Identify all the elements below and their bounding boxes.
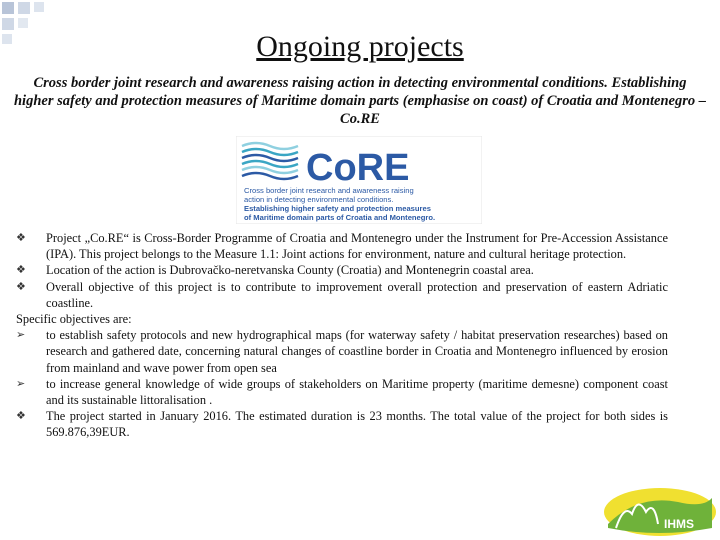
objective-item	[16, 327, 668, 376]
specific-objectives-heading: Specific objectives are:	[16, 312, 132, 327]
ihms-logo	[598, 484, 718, 538]
objective-text: to increase general knowledge of wide groups of stakeholders on Maritime property (maritime demesne) component coast and its sustainable littoralisation .	[46, 376, 668, 408]
logo-tagline-line-1: Cross border joint research and awareness raising	[244, 186, 414, 195]
arrow-bullet-icon: ➢	[16, 329, 26, 342]
arrow-bullet-icon: ➢	[16, 377, 26, 390]
item-text: The project started in January 2016. The estimated duration is 23 months. The total value of the project for both sides is 569.876,39EUR.	[46, 409, 668, 440]
diamond-bullet-icon: ❖	[16, 280, 26, 293]
item-text: Location of the action is Dubrovačko-neretvanska County (Croatia) and Montenegrin coastal area.	[46, 263, 534, 278]
logo-tagline-line-4: of Maritime domain parts of Croatia and Montenegro.	[244, 213, 436, 222]
diamond-bullet-icon: ❖	[16, 410, 26, 423]
project-subtitle: Cross border joint research and awareness raising action in detecting environmental conditions. Establishing higher safety and protection measures of Maritime domain parts (emphasise on coast) of Croatia and Montenegro – Co.RE	[13, 75, 706, 127]
item-text: Overall objective of this project is to contribute to improvement overall protection and preservation of eastern Adriatic coastline.	[46, 279, 668, 310]
ihms-wordmark: IHMS	[664, 517, 694, 531]
objective-text: to establish safety protocols and new hydrographical maps (for waterway safety / habitat preservation researches) based on research and gathered date, concerning natural changes of coastline border in Croatia and Montenegro influenced by erosion from mainland and wave power from open sea	[46, 328, 668, 375]
content-body	[16, 230, 668, 441]
list-item	[16, 408, 668, 440]
list-item	[16, 279, 668, 311]
item-text: Project „Co.RE“ is Cross-Border Programme of Croatia and Montenegro under the Instrument for Pre-Accession Assistance (IPA). This project belongs to the Measure 1.1: Joint actions for environment, nature and cultural heritage protection.	[46, 231, 668, 262]
page-title: Ongoing projects	[256, 30, 464, 63]
diamond-bullet-icon: ❖	[16, 232, 26, 244]
logo-tagline-line-3: Establishing higher safety and protection measures	[244, 204, 431, 213]
list-item	[16, 262, 668, 278]
core-logo	[236, 136, 482, 224]
core-wordmark: CoRE	[306, 147, 410, 189]
objective-item	[16, 376, 668, 408]
logo-tagline-line-2: action in detecting environmental conditions.	[244, 195, 394, 204]
diamond-bullet-icon: ❖	[16, 264, 26, 277]
list-item	[16, 230, 668, 262]
